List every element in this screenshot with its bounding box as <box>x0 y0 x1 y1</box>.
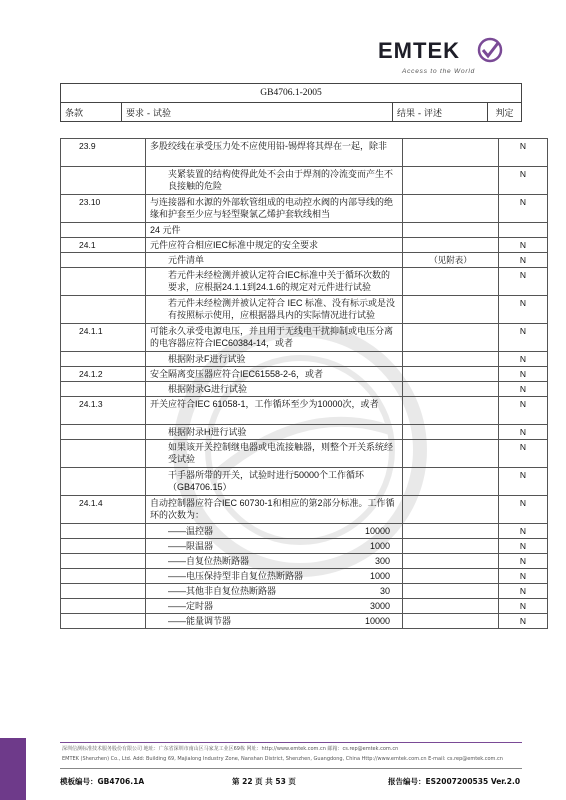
result-cell <box>403 425 499 440</box>
verdict-cell: N <box>499 352 548 367</box>
verdict-cell: N <box>499 253 548 268</box>
table-row <box>61 397 548 425</box>
result-cell <box>403 584 499 599</box>
footer-divider-bottom <box>60 768 522 769</box>
clause-cell: 23.10 <box>61 195 146 223</box>
clause-cell: 24.1.3 <box>61 397 146 425</box>
verdict-cell: N <box>499 296 548 324</box>
verdict-cell: N <box>499 468 548 496</box>
footer-divider <box>60 742 522 743</box>
clause-cell: 24.1.2 <box>61 367 146 382</box>
cycle-item-count: 10000 <box>364 526 390 536</box>
requirement-cell: 自动控制器应符合IEC 60730-1和相应的第2部分标准。工作循环的次数为： <box>146 496 403 524</box>
col-clause-header: 条款 <box>61 103 122 122</box>
table-row <box>61 382 548 397</box>
result-cell <box>403 352 499 367</box>
cycle-item-name: ——其他非自复位热断路器 <box>168 586 277 596</box>
result-cell <box>403 569 499 584</box>
table-row <box>61 367 548 382</box>
verdict-cell: N <box>499 167 548 195</box>
clause-cell <box>61 569 146 584</box>
logo-wordmark: EMTEK <box>378 38 460 63</box>
table-row <box>61 324 548 352</box>
cycle-item-row <box>61 614 548 629</box>
clause-cell <box>61 524 146 539</box>
cycle-item-name: ——能量调节器 <box>168 616 232 626</box>
verdict-cell: N <box>499 614 548 629</box>
cycle-item-name: ——定时器 <box>168 601 214 611</box>
table-row <box>61 425 548 440</box>
cycle-item-row <box>61 539 548 554</box>
verdict-cell: N <box>499 238 548 253</box>
table-row <box>61 468 548 496</box>
cycle-item-count: 30 <box>379 586 390 596</box>
requirement-cell: 若元件未经检测并被认定符合 IEC 标准、没有标示或是没有按照标示使用，应根据器具内的实际情况进行试验 <box>146 296 403 324</box>
result-cell <box>403 382 499 397</box>
clause-cell <box>61 440 146 468</box>
result-cell <box>403 599 499 614</box>
verdict-cell: N <box>499 324 548 352</box>
cycle-item-cell <box>146 524 403 539</box>
cycle-item-count: 300 <box>374 556 390 566</box>
report-number: 报告编号：ES2007200535 Ver.2.0 <box>388 777 521 786</box>
clause-cell <box>61 253 146 268</box>
logo-tagline: Access to the World <box>402 68 475 75</box>
clause-cell: 23.9 <box>61 139 146 167</box>
result-cell <box>403 496 499 524</box>
verdict-cell: N <box>499 268 548 296</box>
verdict-cell: N <box>499 382 548 397</box>
requirement-cell: 24 元件 <box>146 223 403 238</box>
verdict-cell: N <box>499 440 548 468</box>
result-cell <box>403 238 499 253</box>
clause-cell <box>61 539 146 554</box>
requirement-cell: 根据附录G进行试验 <box>146 382 403 397</box>
table-row <box>61 296 548 324</box>
verdict-cell: N <box>499 599 548 614</box>
clause-cell: 24.1 <box>61 238 146 253</box>
cycle-item-cell <box>146 554 403 569</box>
requirement-cell: 安全隔离变压器应符合IEC61558-2-6，或者 <box>146 367 403 382</box>
cycle-item-name: ——电压保持型非自复位热断路器 <box>168 571 304 581</box>
clause-cell: 24.1.1 <box>61 324 146 352</box>
requirement-cell: 干手器所带的开关，试验时进行50000个工作循环（GB4706.15） <box>146 468 403 496</box>
result-cell <box>403 167 499 195</box>
clause-cell <box>61 584 146 599</box>
result-cell <box>403 324 499 352</box>
cycle-item-row <box>61 524 548 539</box>
verdict-cell: N <box>499 554 548 569</box>
table-row <box>61 253 548 268</box>
table-row <box>61 496 548 524</box>
requirement-cell: 与连接器和水源的外部软管组成的电动控水阀的内部导线的绝缘和护套至少应与轻型聚氯乙烯护套软线相当 <box>146 195 403 223</box>
footer-address-cn: 深圳信测标准技术服务股份有限公司 地址：广东省深圳市南山区马家龙工业区69栋 网址：http://www.emtek.com.cn 邮箱：cs.rep@emtek.com.cn <box>62 746 399 752</box>
clause-cell <box>61 614 146 629</box>
cycle-item-cell <box>146 614 403 629</box>
col-result-header: 结果 - 评述 <box>393 103 488 122</box>
table-row <box>61 223 548 238</box>
verdict-cell: N <box>499 524 548 539</box>
result-cell <box>403 539 499 554</box>
cycle-item-cell <box>146 599 403 614</box>
footer-address-en: EMTEK (Shenzhen) Co., Ltd. Add: Building 69, Majialong Industry Zone, Nanshan District, Shenzhen, Guangdong, China Http://www.emtek.com.cn E-mail: cs.rep@emtek.com.cn <box>62 756 503 762</box>
clause-cell <box>61 296 146 324</box>
clause-cell <box>61 352 146 367</box>
cycle-item-row <box>61 554 548 569</box>
verdict-cell: N <box>499 139 548 167</box>
page-number: 第 22 页 共 53 页 <box>232 777 296 786</box>
result-cell <box>403 223 499 238</box>
table-row <box>61 440 548 468</box>
cycle-item-row <box>61 584 548 599</box>
result-cell <box>403 614 499 629</box>
result-cell <box>403 195 499 223</box>
standard-id: GB4706.1-2005 <box>61 84 522 103</box>
result-cell: （见附表） <box>403 253 499 268</box>
verdict-cell: N <box>499 569 548 584</box>
col-verdict-header: 判定 <box>488 103 522 122</box>
requirement-cell: 元件应符合相应IEC标准中规定的安全要求 <box>146 238 403 253</box>
clause-cell <box>61 167 146 195</box>
requirement-cell: 开关应符合IEC 61058-1，工作循环至少为10000次，或者 <box>146 397 403 425</box>
requirement-cell: 若元件未经检测并被认定符合IEC标准中关于循环次数的要求，应根据24.1.1到24.1.6的规定对元件进行试验 <box>146 268 403 296</box>
logo-check-icon <box>476 36 504 64</box>
clause-cell <box>61 223 146 238</box>
clause-cell: 24.1.4 <box>61 496 146 524</box>
result-cell <box>403 397 499 425</box>
clause-cell <box>61 425 146 440</box>
table-row <box>61 167 548 195</box>
requirement-cell: 元件清单 <box>146 253 403 268</box>
cycle-item-name: ——自复位热断路器 <box>168 556 250 566</box>
verdict-cell: N <box>499 195 548 223</box>
cycle-item-name: ——限温器 <box>168 541 214 551</box>
verdict-cell: N <box>499 539 548 554</box>
verdict-cell <box>499 223 548 238</box>
requirement-cell: 可能永久承受电源电压，并且用于无线电干扰抑制或电压分离的电容器应符合IEC60384-14，或者 <box>146 324 403 352</box>
result-cell <box>403 524 499 539</box>
table-row <box>61 268 548 296</box>
result-cell <box>403 440 499 468</box>
result-cell <box>403 296 499 324</box>
test-results-table <box>60 138 548 629</box>
cycle-item-count: 1000 <box>369 541 390 551</box>
result-cell <box>403 554 499 569</box>
requirement-cell: 根据附录F进行试验 <box>146 352 403 367</box>
requirement-cell: 根据附录H进行试验 <box>146 425 403 440</box>
verdict-cell: N <box>499 367 548 382</box>
cycle-item-cell <box>146 539 403 554</box>
result-cell <box>403 139 499 167</box>
requirement-cell: 如果该开关控制继电器或电流接触器，则整个开关系统经受试验 <box>146 440 403 468</box>
cycle-item-row <box>61 599 548 614</box>
requirement-cell: 多股绞线在承受压力处不应使用铅-锡焊将其焊在一起，除非 <box>146 139 403 167</box>
emtek-logo <box>360 28 520 80</box>
clause-cell <box>61 554 146 569</box>
requirement-cell: 夹紧装置的结构使得此处不会由于焊剂的冷流变而产生不良接触的危险 <box>146 167 403 195</box>
table-row <box>61 352 548 367</box>
result-cell <box>403 367 499 382</box>
footer-accent-band <box>0 738 26 800</box>
verdict-cell: N <box>499 584 548 599</box>
clause-cell <box>61 268 146 296</box>
verdict-cell: N <box>499 496 548 524</box>
report-header-table <box>60 83 522 122</box>
table-row <box>61 195 548 223</box>
cycle-item-row <box>61 569 548 584</box>
cycle-item-count: 10000 <box>364 616 390 626</box>
clause-cell <box>61 468 146 496</box>
cycle-item-count: 1000 <box>369 571 390 581</box>
template-number: 模板编号：GB4706.1A <box>60 777 145 786</box>
clause-cell <box>61 599 146 614</box>
result-cell <box>403 468 499 496</box>
cycle-item-cell <box>146 584 403 599</box>
verdict-cell: N <box>499 397 548 425</box>
clause-cell <box>61 382 146 397</box>
table-row <box>61 139 548 167</box>
cycle-item-name: ——温控器 <box>168 526 214 536</box>
verdict-cell: N <box>499 425 548 440</box>
cycle-item-cell <box>146 569 403 584</box>
result-cell <box>403 268 499 296</box>
cycle-item-count: 3000 <box>369 601 390 611</box>
table-row <box>61 238 548 253</box>
col-requirement-header: 要求 - 试验 <box>122 103 393 122</box>
